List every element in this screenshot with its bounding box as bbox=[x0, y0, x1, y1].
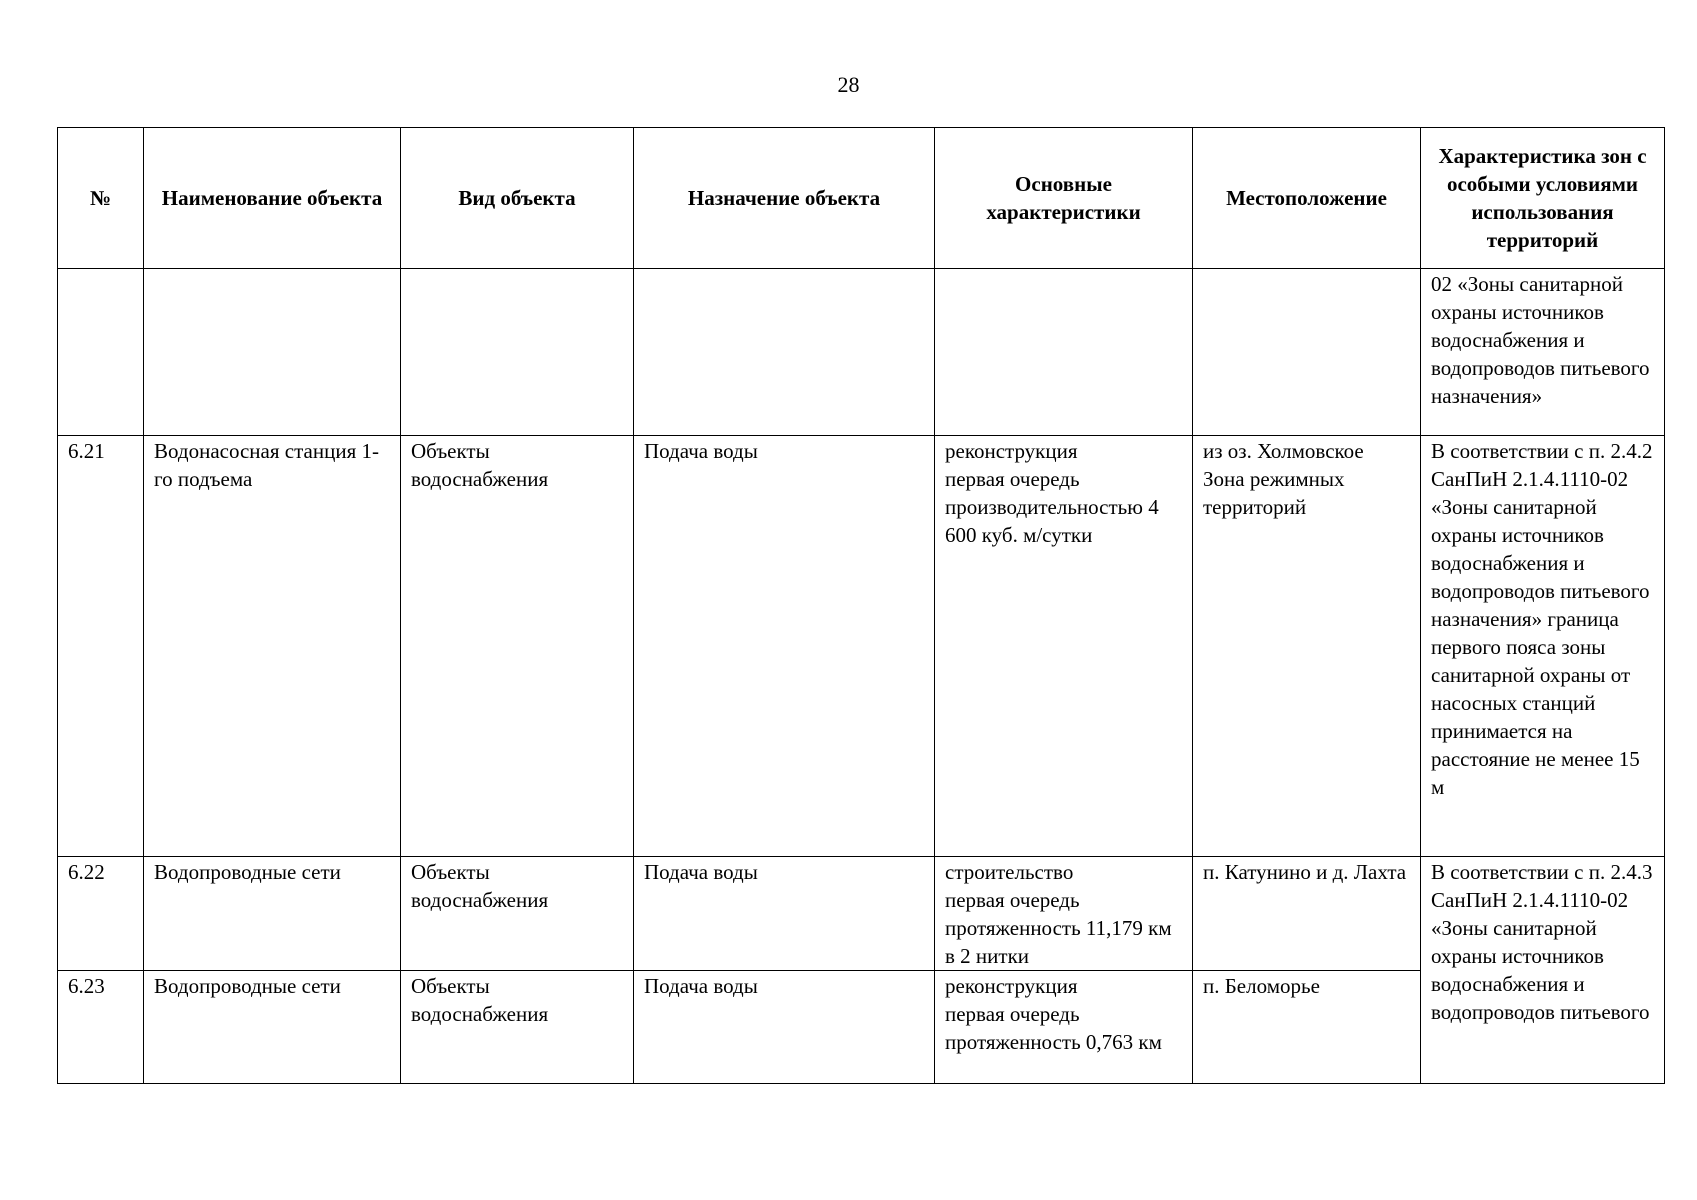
page-number: 28 bbox=[837, 72, 860, 97]
cell-name: Водонасосная станция 1-го подъема bbox=[144, 436, 401, 857]
cell-name bbox=[144, 269, 401, 436]
cell-type: Объекты водоснабжения bbox=[401, 436, 634, 857]
cell-purpose bbox=[634, 269, 935, 436]
header-number: № bbox=[58, 128, 144, 269]
objects-table bbox=[57, 127, 1665, 1084]
cell-location: из оз. Холмовское Зона режимных территорий bbox=[1193, 436, 1421, 857]
cell-purpose: Подача воды bbox=[634, 971, 935, 1084]
header-characteristics: Основные характеристики bbox=[935, 128, 1193, 269]
header-name: Наименование объекта bbox=[144, 128, 401, 269]
cell-characteristics: реконструкция первая очередь протяженность 0,763 км bbox=[935, 971, 1193, 1084]
cell-zones: 02 «Зоны санитарной охраны источников водоснабжения и водопроводов питьевого назначения» bbox=[1421, 269, 1665, 436]
cell-location: п. Катунино и д. Лахта bbox=[1193, 857, 1421, 971]
table-row bbox=[58, 436, 1665, 857]
header-purpose: Назначение объекта bbox=[634, 128, 935, 269]
cell-purpose: Подача воды bbox=[634, 857, 935, 971]
table-row bbox=[58, 857, 1665, 971]
cell-characteristics bbox=[935, 269, 1193, 436]
cell-name: Водопроводные сети bbox=[144, 857, 401, 971]
table-header-row bbox=[58, 128, 1665, 269]
cell-location bbox=[1193, 269, 1421, 436]
cell-characteristics: реконструкция первая очередь производительностью 4 600 куб. м/сутки bbox=[935, 436, 1193, 857]
header-zones: Характеристика зон с особыми условиями использования территорий bbox=[1421, 128, 1665, 269]
cell-type: Объекты водоснабжения bbox=[401, 857, 634, 971]
header-location: Местоположение bbox=[1193, 128, 1421, 269]
table-row bbox=[58, 269, 1665, 436]
cell-zones: В соответствии с п. 2.4.2 СанПиН 2.1.4.1110-02 «Зоны санитарной охраны источников водоснабжения и водопроводов питьевого назначения» граница первого пояса зоны санитарной охраны от насосных станций принимается на расстояние не менее 15 м bbox=[1421, 436, 1665, 857]
cell-type: Объекты водоснабжения bbox=[401, 971, 634, 1084]
cell-number: 6.23 bbox=[58, 971, 144, 1084]
header-type: Вид объекта bbox=[401, 128, 634, 269]
cell-number: 6.22 bbox=[58, 857, 144, 971]
cell-number bbox=[58, 269, 144, 436]
cell-location: п. Беломорье bbox=[1193, 971, 1421, 1084]
cell-characteristics: строительство первая очередь протяженность 11,179 км в 2 нитки bbox=[935, 857, 1193, 971]
cell-purpose: Подача воды bbox=[634, 436, 935, 857]
cell-type bbox=[401, 269, 634, 436]
cell-name: Водопроводные сети bbox=[144, 971, 401, 1084]
cell-zones: В соответствии с п. 2.4.3 СанПиН 2.1.4.1110-02 «Зоны санитарной охраны источников водоснабжения и водопроводов питьевого bbox=[1421, 857, 1665, 1084]
cell-number: 6.21 bbox=[58, 436, 144, 857]
